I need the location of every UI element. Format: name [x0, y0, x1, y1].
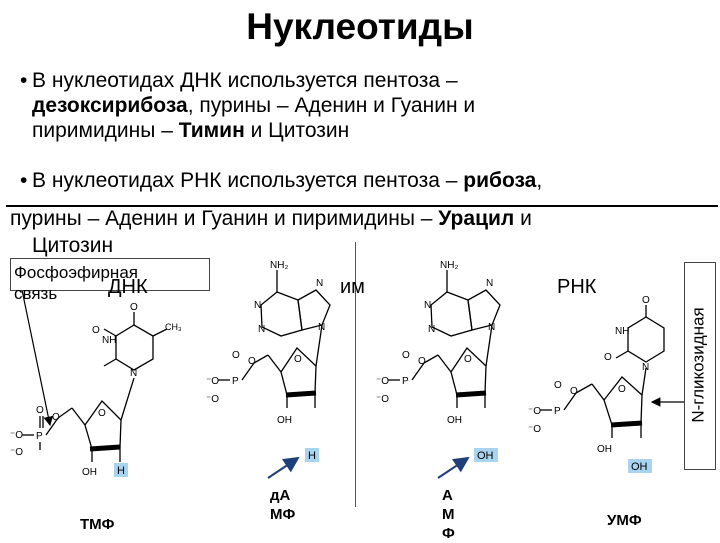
svg-text:OH: OH: [477, 450, 494, 462]
svg-text:N: N: [258, 324, 266, 335]
bullet-dna-line1: В нуклеотидах ДНК используется пентоза –: [32, 69, 458, 92]
atom-o: O: [92, 325, 100, 336]
svg-text:P: P: [232, 376, 239, 387]
damf-atoms: [206, 260, 325, 426]
bullet-marker: •: [20, 69, 28, 92]
svg-text:N: N: [424, 300, 432, 311]
damf-structure: [218, 270, 330, 408]
svg-text:N: N: [486, 278, 494, 289]
atom-p: P: [36, 431, 43, 442]
atom-n: N: [130, 368, 138, 379]
umf-atoms: [528, 295, 650, 455]
svg-text:N: N: [642, 362, 650, 373]
svg-text:OH: OH: [447, 415, 462, 426]
atom-oh: OH: [82, 467, 97, 478]
bullet-rna-line3: Цитозин: [32, 234, 114, 257]
n-glycosidic-label: [684, 262, 714, 468]
term-thymine: Тимин: [178, 119, 245, 142]
svg-text:N: N: [254, 300, 262, 311]
atom-o-minus: ⁻O: [10, 430, 24, 441]
svg-text:O: O: [570, 386, 578, 397]
arrow-icon: [438, 458, 468, 478]
tmf-atoms: [10, 302, 182, 478]
atom-o: O: [52, 412, 60, 423]
svg-text:O: O: [294, 354, 302, 365]
svg-text:O: O: [402, 350, 410, 361]
svg-text:N: N: [428, 324, 436, 335]
svg-text:⁻O: ⁻O: [206, 394, 220, 405]
svg-text:OH: OH: [597, 444, 612, 455]
bullet-dna-line3a: пиримидины –: [32, 119, 179, 142]
bullet-rna-line1b: ,: [536, 169, 543, 192]
svg-text:O: O: [464, 354, 472, 365]
svg-text:⁻O: ⁻O: [528, 424, 542, 435]
phosphoester-label: Фосфоэфирная связь: [14, 263, 138, 303]
svg-text:NH: NH: [615, 326, 630, 337]
svg-text:OH: OH: [277, 415, 292, 426]
atom-ch3: CH₃: [165, 322, 182, 332]
term-deoxyribose: дезоксирибоза: [32, 94, 188, 117]
bullet-dna-line2: , пурины – Аденин и Гуанин и: [187, 94, 476, 117]
svg-text:⁻O: ⁻O: [528, 406, 542, 417]
bullet-dna-line3b: и Цитозин: [244, 119, 350, 142]
bullet-rna-line2b: и: [514, 207, 532, 230]
svg-text:O: O: [248, 356, 256, 367]
arrow-icon: [268, 458, 298, 478]
amf-atoms: [376, 260, 495, 426]
section-dna: ДНК: [108, 276, 148, 298]
svg-text:O: O: [418, 356, 426, 367]
svg-text:O: O: [232, 350, 240, 361]
svg-text:OH: OH: [631, 461, 648, 473]
atom-h: H: [117, 465, 125, 477]
svg-text:N: N: [488, 322, 496, 333]
section-rna: РНК: [557, 276, 597, 298]
label-umf: УМФ: [607, 512, 642, 529]
svg-text:⁻O: ⁻O: [376, 394, 390, 405]
bullet-rna-line1a: В нуклеотидах РНК используется пентоза –: [32, 169, 464, 192]
amf-structure: [388, 270, 500, 408]
svg-text:O: O: [554, 380, 562, 391]
label-tmf: ТМФ: [80, 516, 115, 533]
svg-text:O: O: [618, 384, 626, 395]
svg-text:P: P: [554, 406, 561, 417]
svg-text:NH₂: NH₂: [440, 260, 459, 271]
label-damf: дАМФ: [270, 487, 296, 523]
svg-text:N: N: [318, 322, 326, 333]
atom-nh: NH: [102, 335, 117, 346]
section-im: им: [340, 276, 365, 298]
bullet-marker: •: [20, 169, 28, 192]
label-amf: АМФ: [442, 487, 455, 542]
atom-o: O: [130, 302, 138, 313]
svg-text:O: O: [604, 352, 612, 363]
page-title: Нуклеотиды: [246, 6, 474, 47]
bullet-rna-line2a: пурины – Аденин и Гуанин и пиримидины –: [10, 207, 439, 230]
svg-text:⁻O: ⁻O: [376, 376, 390, 387]
svg-text:N: N: [316, 278, 324, 289]
svg-text:H: H: [308, 450, 316, 462]
n-glycosidic-text: N-гликозидная: [689, 307, 708, 423]
atom-o-minus: ⁻O: [10, 447, 24, 458]
term-ribose: рибоза: [463, 169, 537, 192]
svg-text:⁻O: ⁻O: [206, 376, 220, 387]
svg-text:P: P: [402, 376, 409, 387]
term-uracil: Урацил: [438, 207, 515, 230]
svg-text:O: O: [642, 295, 650, 306]
svg-text:NH₂: NH₂: [270, 260, 289, 271]
atom-o: O: [36, 405, 44, 416]
atom-o: O: [98, 408, 106, 419]
